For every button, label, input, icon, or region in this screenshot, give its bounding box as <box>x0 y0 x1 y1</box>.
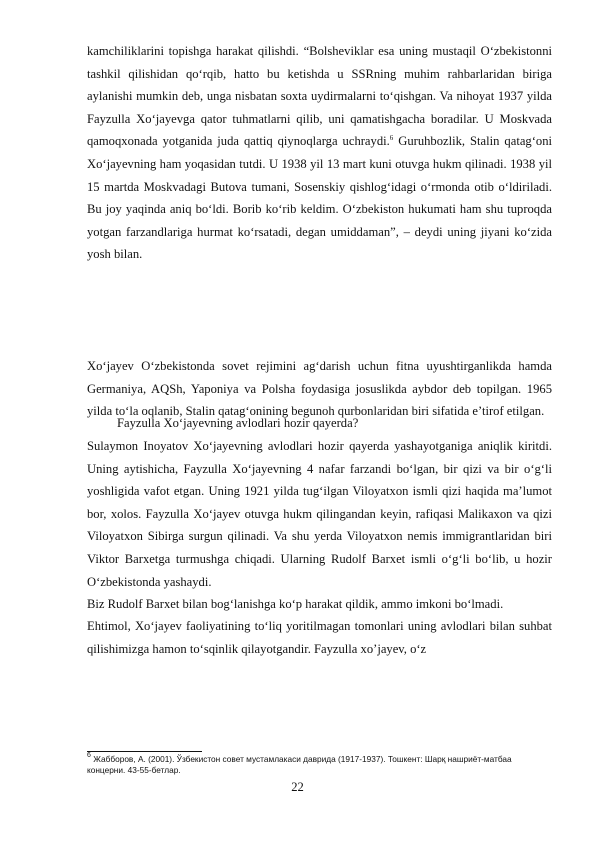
body-paragraph-1 <box>87 40 552 266</box>
footnote <box>87 754 527 776</box>
paragraph-text: Guruhbozlik, Stalin qatag‘oni Xo‘jayevning ham yoqasidan tutdi. U 1938 yil 13 mart kuni otuvga hukm qilinadi. 1938 yil 15 martda Moskvadagi Butova tumani, Sosenskiy qishlog‘idagi o‘rmonda otib o‘ldiriladi. Bu joy yaqinda aniq bo‘ldi. Borib ko‘rib keldim. O‘zbekiston hukumati ham shu tuproqda yotgan farzandlariga hurmat ko‘rsatadi, degan umiddaman”, – deydi uning jiyani ko‘zida yosh bilan. <box>87 134 552 262</box>
paragraph-text: kamchiliklarini topishga harakat qilishdi. “Bolsheviklar esa uning mustaqil O‘zbekistonni tashkil qilishidan qo‘rqib, hatto bu ketishda u SSRning muhim rahbarlaridan biriga aylanishi mumkin deb, unga nisbatan soxta uydirmalarni to‘qishgan. Va nihoyat 1937 yilda Fayzulla Xo‘jayevga qator tuhmatlarni qilib, uni qamatishgacha boradilar. U Moskvada qamoqxonada yotganida juda qattiq qiynoqlarga uchraydi. <box>87 44 552 149</box>
body-paragraph-5: Biz Rudolf Barxet bilan bog‘lanishga ko‘p harakat qildik, ammo imkoni bo‘lmadi. <box>87 597 504 611</box>
body-paragraph-2: Xo‘jayev O‘zbekistonda sovet rejimini ag‘darish uchun fitna uyushtirganlikda hamda Germaniya, AQSh, Yaponiya va Polsha foydasiga josuslikda aybdor deb topilgan. 1965 yilda to‘la oqlanib, Stalin qatag‘onining begunoh qurbonlaridan biri sifatida e’tirof etilgan. <box>87 359 552 419</box>
section-question: Fayzulla Xo‘jayevning avlodlari hozir qayerda? <box>117 416 359 430</box>
footnote-divider <box>87 751 202 752</box>
footnote-number: 6 <box>87 752 91 759</box>
footnote-text: Жабборов, А. (2001). Ўзбекистон совет мустамлакаси даврида (1917-1937). Тошкент: Шарқ нашриёт-матбаа концерни. 43-55-бетлар. <box>87 754 512 775</box>
page-number: 22 <box>291 780 304 794</box>
body-paragraph-4: Sulaymon Inoyatov Xo‘jayevning avlodlari hozir qayerda yashayotganiga aniqlik kiritdi. Uning aytishicha, Fayzulla Xo‘jayevning 4 nafar farzandi bo‘lgan, bir qizi va bir o‘g‘li yoshligida vafot etgan. Uning 1921 yilda tug‘ilgan Viloyatxon ismli qizi haqida ma’lumot bor, xolos. Fayzulla Xo‘jayev otuvga hukm qilingandan keyin, rafiqasi Malikaxon va qizi Viloyatxon Sibirga surgun qilinadi. Va shu yerda Viloyatxon nemis immigrantlaridan biri Viktor Barxetga turmushga chiqadi. Ularning Rudolf Barxet ismli o‘g‘li bo‘lib, u hozir O‘zbekistonda yashaydi. <box>87 439 552 589</box>
body-paragraph-6: Ehtimol, Xo‘jayev faoliyatining to‘liq yoritilmagan tomonlari uning avlodlari bilan suhbat qilishimizga hamon to‘sqinlik qilayotgandir. Fayzulla xo’jayev, o‘z <box>87 619 552 656</box>
footnote-reference[interactable]: 6 <box>389 134 394 143</box>
